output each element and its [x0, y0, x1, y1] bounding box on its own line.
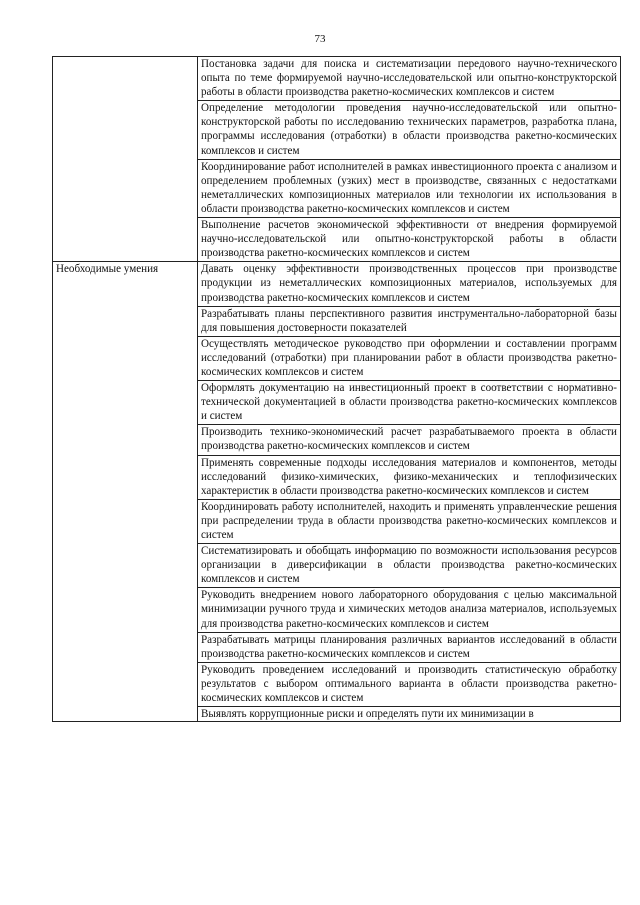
- page-number: 73: [314, 33, 326, 45]
- skill-cell: Осуществлять методическое руководство при оформлении и составлении программ исследований (отработки) при планировании работ в области производства ракетно-космических комплексов и систем: [198, 336, 621, 380]
- skill-cell: Давать оценку эффективности производственных процессов при производстве продукции из неметаллических композиционных материалов, используемых для производства ракетно-космических комплексов и систем: [198, 262, 621, 306]
- skill-cell-text: Выявлять коррупционные риски и определять пути их минимизации в: [201, 708, 534, 721]
- labor-functions-table: [52, 56, 621, 722]
- skill-cell: Систематизировать и обобщать информацию по возможности использования ресурсов организации в диверсификации в области производства ракетно-космических комплексов и систем: [198, 544, 621, 588]
- skills-label: Необходимые умения: [53, 262, 198, 722]
- skill-cell: Применять современные подходы исследования материалов и компонентов, методы исследований физико-химических, физико-механических и теплофизических характеристик в области производства ракетно-космических комплексов и систем: [198, 455, 621, 499]
- skill-cell: Разрабатывать матрицы планирования различных вариантов исследований в области производства ракетно-космических комплексов и систем: [198, 632, 621, 662]
- labor-action-cell: Постановка задачи для поиска и систематизации передового научно-технического опыта по теме формируемой научно-исследовательской или опытно-конструкторской работы в области производства ракетно-космических комплексов и систем: [198, 57, 621, 101]
- skill-cell: Разрабатывать планы перспективного развития инструментально-лабораторной базы для повышения достоверности показателей: [198, 306, 621, 336]
- skill-cell-continued: [198, 707, 621, 722]
- table-row: [53, 262, 621, 306]
- skill-cell: Оформлять документацию на инвестиционный проект в соответствии с нормативно-технической документацией в области производства ракетно-космических комплексов и систем: [198, 381, 621, 425]
- labor-action-cell: Координирование работ исполнителей в рамках инвестиционного проекта с анализом и определением проблемных (узких) мест в производстве, связанных с недостатками неметаллических композиционных материалов или технологии их использования в области производства ракетно-космических комплексов и систем: [198, 159, 621, 217]
- row-label-empty: [53, 57, 198, 262]
- skill-cell: Руководить проведением исследований и производить статистическую обработку результатов с выбором оптимального варианта в области производства ракетно-космических комплексов и систем: [198, 662, 621, 706]
- labor-action-cell: Определение методологии проведения научно-исследовательской или опытно-конструкторской работы по исследованию технических параметров, разработка плана, программы исследования (отработки) в области производства ракетно-космических комплексов и систем: [198, 101, 621, 159]
- skill-cell: Руководить внедрением нового лабораторного оборудования с целью максимальной минимизации ручного труда и химических методов анализа материалов, используемых для производства ракетно-космических комплексов и систем: [198, 588, 621, 632]
- skill-cell: Производить технико-экономический расчет разрабатываемого проекта в области производства ракетно-космических комплексов и систем: [198, 425, 621, 455]
- labor-action-cell: Выполнение расчетов экономической эффективности от внедрения формируемой научно-исследовательской или опытно-конструкторской работы в области производства ракетно-космических комплексов и систем: [198, 218, 621, 262]
- table-row: [53, 57, 621, 101]
- skill-cell: Координировать работу исполнителей, находить и применять управленческие решения при распределении труда в области производства ракетно-космических комплексов и систем: [198, 499, 621, 543]
